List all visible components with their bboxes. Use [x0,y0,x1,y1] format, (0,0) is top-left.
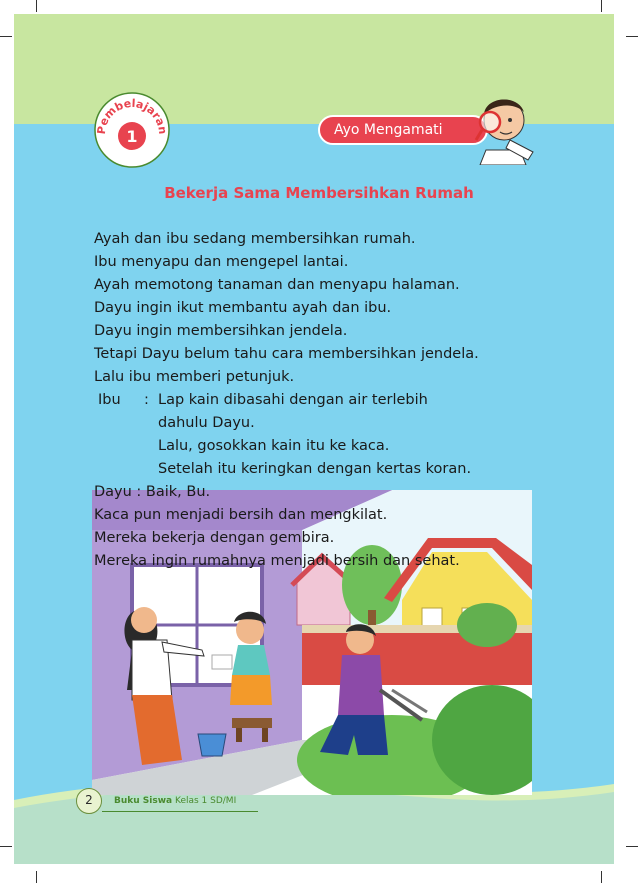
dialog-lines [158,389,471,481]
story-line: Tetapi Dayu belum tahu cara membersihkan jendela. [94,346,479,362]
story-line: Ibu menyapu dan mengepel lantai. [94,254,349,270]
dialog-speaker [94,389,144,481]
ibu-dialog [94,389,564,481]
badge-number: 1 [126,127,138,146]
story-line: Ayah memotong tanaman dan menyapu halaman. [94,277,460,293]
crop-mark [626,846,638,847]
footer-book-title: Buku Siswa [114,796,173,806]
story-line: Lalu ibu memberi petunjuk. [94,369,295,385]
dialog-line: Lalu, gosokkan kain itu ke kaca. [158,438,390,454]
crop-mark [626,36,638,37]
story-line: Ayah dan ibu sedang membersihkan rumah. [94,231,416,247]
story-line: Mereka ingin rumahnya menjadi bersih dan sehat. [94,553,460,569]
story-line: Dayu : Baik, Bu. [94,484,211,500]
crop-mark [0,36,12,37]
crop-mark [601,0,602,12]
page-title: Bekerja Sama Membersihkan Rumah [164,184,474,202]
crop-mark [601,871,602,883]
story-line: Mereka bekerja dengan gembira. [94,530,335,546]
crop-mark [36,0,37,12]
story-line: Kaca pun menjadi bersih dan mengkilat. [94,507,388,523]
badge-word: Pembelajaran [94,96,170,135]
footer-book-info [114,796,236,806]
story-line: Dayu ingin ikut membantu ayah dan ibu. [94,300,392,316]
dialog-colon: : [144,392,149,408]
crop-mark [0,846,12,847]
footer-rule [102,811,258,812]
page-number: 2 [76,788,102,814]
story-line: Dayu ingin membersihkan jendela. [94,323,348,339]
dialog-line: Lap kain dibasahi dengan air terlebih [158,392,428,408]
magnifier-kid-icon [468,90,538,165]
dialog-line: dahulu Dayu. [158,415,255,431]
dialog-line: Setelah itu keringkan dengan kertas koran. [158,461,472,477]
footer-grade: Kelas 1 SD/MI [174,796,237,806]
ayo-mengamati-label: Ayo Mengamati [318,115,488,145]
story-text [94,228,564,573]
speaker-name: Ibu [98,392,121,408]
crop-mark [36,871,37,883]
lesson-badge [92,90,172,170]
